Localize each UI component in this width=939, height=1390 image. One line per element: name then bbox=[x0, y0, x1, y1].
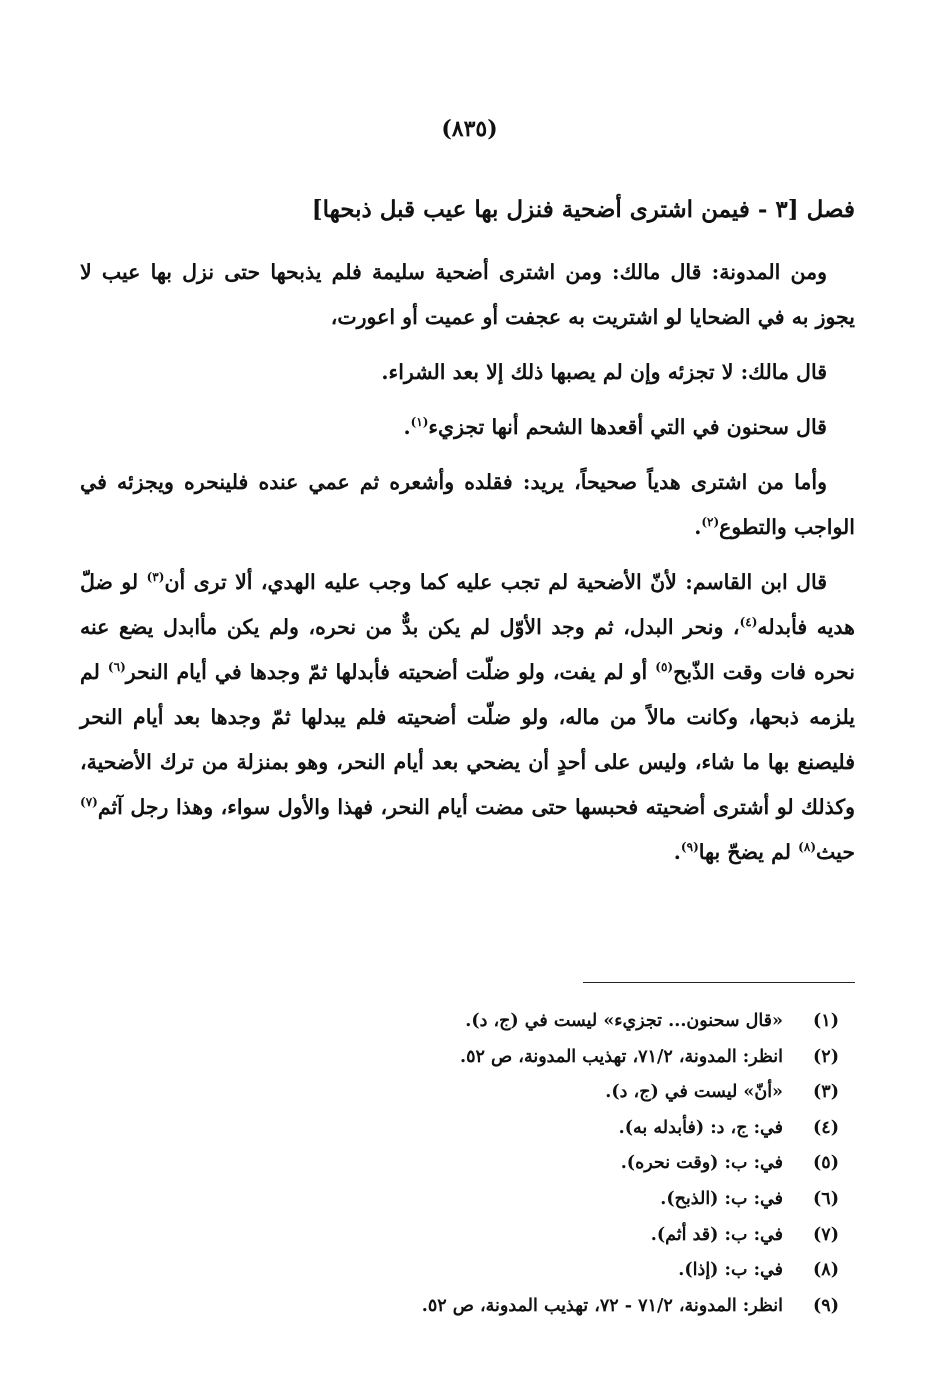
footnote-number: (٧) bbox=[813, 1224, 839, 1245]
paragraph-1 bbox=[80, 250, 855, 340]
paragraph-5-text-g: لم يضحّ بها bbox=[698, 840, 792, 864]
footnote-item bbox=[80, 1040, 855, 1076]
footnote-number: (٩) bbox=[813, 1295, 839, 1316]
note-mark-3: (٣) bbox=[146, 570, 165, 585]
footnote-text: في: ب: (وقت نحره). bbox=[620, 1153, 783, 1174]
note-mark-7: (٧) bbox=[80, 795, 98, 810]
footnote-number: (٥) bbox=[813, 1153, 839, 1174]
note-mark-5: (٥) bbox=[655, 660, 674, 675]
paragraph-4-text: وأما من اشترى هدياً صحيحاً، يريد: فقلده وأشعره ثم عمي عنده فلينحره ويجزئه في الواجب والتطوع bbox=[80, 470, 855, 539]
footnote-number: (٣) bbox=[813, 1082, 839, 1103]
paragraph-5-text-c: ، ونحر البدل، ثم وجد الأوّل لم يكن بدٌّ من نحره، ولم يكن مأابدل يضع عنه نحره فات وقت الذّبح bbox=[80, 615, 855, 684]
paragraph-1-text: ومن المدونة: قال مالك: ومن اشترى أضحية سليمة فلم يذبحها حتى نزل بها عيب لا يجوز به في الضحايا لو اشتريت به عجفت أو عميت أو اعورت، bbox=[80, 260, 855, 329]
chapter-heading: فصل [٣ - فيمن اشترى أضحية فنزل بها عيب قبل ذبحها] bbox=[311, 196, 855, 223]
footnote-number: (١) bbox=[813, 1011, 839, 1031]
footnote-text: في: ب: (الذبح). bbox=[660, 1188, 783, 1209]
paragraph-5-text-d: أو لم يفت، ولو ضلّت أضحيته فأبدلها ثمّ وجدها في أيام النحر bbox=[125, 660, 648, 684]
footnote-item bbox=[80, 1182, 855, 1218]
paragraph-5-end: . bbox=[673, 840, 681, 864]
footnote-number: (٢) bbox=[813, 1046, 839, 1067]
footnote-text: في: ب: (قد أثم). bbox=[650, 1224, 783, 1245]
note-mark-2: (٢) bbox=[701, 515, 720, 530]
page-number: (٨٣٥) bbox=[441, 116, 498, 142]
paragraph-5-text-b: لو ضلّ هديه فأبدله bbox=[80, 570, 855, 639]
paragraph-4: وأما من اشترى هدياً صحيحاً، يريد: فقلده وأشعره ثم عمي عنده فلينحره ويجزئه في الواجب والتطوع$^{(٢)}$. bbox=[80, 470, 855, 539]
paragraph-5-text-f: حيث bbox=[816, 840, 855, 864]
note-mark-4: (٤) bbox=[739, 615, 758, 630]
footnote-text: انظر: المدونة، ٧١/٢ - ٧٢، تهذيب المدونة، ص ٥٢. bbox=[421, 1295, 783, 1316]
footnote-number: (٨) bbox=[813, 1260, 839, 1281]
footnote-item bbox=[80, 1075, 855, 1111]
footnote-item bbox=[80, 1004, 855, 1040]
note-mark-9: (٩) bbox=[680, 840, 699, 855]
footnote-text: في: ج، د: (فأبدله به). bbox=[618, 1117, 783, 1138]
paragraph-2-text: قال مالك: لا تجزئه وإن لم يصبها ذلك إلا بعد الشراء. bbox=[381, 360, 827, 384]
body-text bbox=[80, 250, 855, 875]
footnote-number: (٤) bbox=[813, 1117, 839, 1138]
footnote-text: في: ب: (إذا). bbox=[678, 1260, 783, 1281]
footnote-divider bbox=[583, 982, 855, 983]
paragraph-5-text-a: قال ابن القاسم: لأنّ الأضحية لم تجب عليه كما وجب عليه الهدي، ألا ترى أن bbox=[164, 570, 827, 594]
note-mark-6: (٦) bbox=[107, 660, 126, 675]
footnote-item bbox=[80, 1218, 855, 1254]
note-mark-8: (٨) bbox=[798, 840, 816, 855]
footnote-item bbox=[80, 1289, 855, 1325]
paragraph-5-text-e: لم يلزمه ذبحها، وكانت مالاً من ماله، ولو ضلّت أضحيته فلم يبدلها ثمّ وجدها بعد أيام النحر فليصنع بها ما شاء، وليس على أحدٍ أن يضحي بعد أيام النحر، وهو بمنزلة من ترك الأضحية، وكذلك لو أشترى أضحيته فحبسها حتى مضت أيام النحر، فهذا والأول سواء، وهذا رجل آثم bbox=[80, 660, 855, 819]
footnote-item bbox=[80, 1111, 855, 1147]
paragraph-2 bbox=[80, 350, 855, 395]
paragraph-5 bbox=[80, 560, 855, 875]
footnote-item bbox=[80, 1146, 855, 1182]
footnote-text: «قال سحنون... تجزيء» ليست في (ج، د). bbox=[465, 1011, 783, 1031]
footnote-text: انظر: المدونة، ٧١/٢، تهذيب المدونة، ص ٥٢. bbox=[460, 1046, 783, 1067]
paragraph-3-text: قال سحنون في التي أقعدها الشحم أنها تجزيء bbox=[428, 415, 827, 439]
footnote-number: (٦) bbox=[813, 1188, 839, 1209]
note-mark-1: (١) bbox=[410, 415, 429, 430]
footnote-text: «أنّ» ليست في (ج، د). bbox=[605, 1082, 783, 1103]
footnotes-list bbox=[80, 1004, 855, 1324]
paragraph-3: قال سحنون في التي أقعدها الشحم أنها تجزيء$^{(١)}$. bbox=[403, 415, 827, 439]
footnote-item bbox=[80, 1253, 855, 1289]
